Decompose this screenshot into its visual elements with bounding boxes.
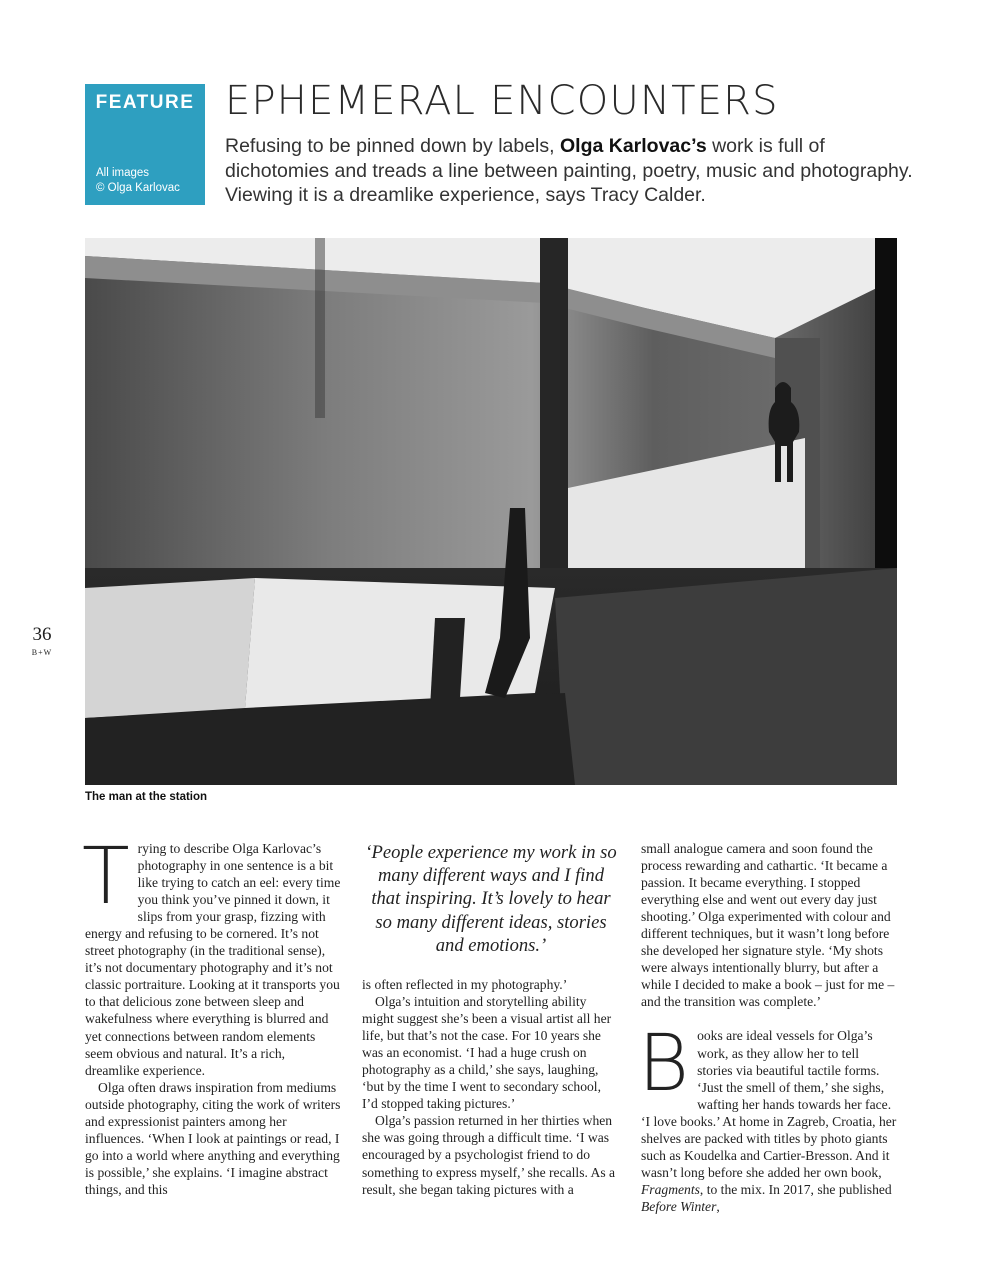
body-column-2: [362, 976, 618, 1198]
col3-paragraph-2-part-b: , to the mix. In 2017, she published: [699, 1181, 892, 1197]
photo-floor-light-left: [85, 578, 255, 718]
article-headline: EPHEMERAL ENCOUNTERS: [225, 78, 779, 124]
body-column-3: [638, 840, 897, 1215]
photo-caption: The man at the station: [85, 791, 208, 803]
col3-paragraph-2: [638, 1019, 897, 1215]
col1-paragraph-1: rying to describe Olga Karlovac’s photography in one sentence is a bit like trying to catch an eel: every time you think you’ve pinned it down, it slips from your grasp, fizzing with energy and refusing to be cornered. It’s not street photography (in the traditional sense), it’s not documentary photography and it’s not classic portraiture. Looking at it transports you to that delicious zone between sleep and wakefulness where everything is blurred and yet connections between random elements seem obvious and natural. It’s a rich, dreamlike experience.: [85, 841, 341, 1078]
photo-man-at-the-station: [85, 238, 897, 785]
pull-quote: ‘People experience my work in so many different ways and I find that inspiring. It’s lovely to hear so many different ideas, stories and emotions.’: [365, 842, 617, 956]
standfirst: [225, 134, 915, 208]
col3-paragraph-2-part-c: ,: [716, 1198, 720, 1214]
col1-paragraph-2: Olga often draws inspiration from mediums outside photography, citing the work of writers and expressionist painters among her influences. ‘When I look at paintings or read, I go into a world where anything and everything is possible,’ she explains. ‘I imagine abstract things, and this: [85, 1079, 341, 1197]
image-credit-line-1: All images: [96, 167, 150, 179]
dropcap-b: B: [638, 1019, 690, 1110]
feature-box: [85, 84, 205, 205]
book-title-before-winter: Before Winter: [641, 1198, 717, 1214]
feature-label: FEATURE: [95, 92, 195, 113]
photo-shadow-leg-2: [430, 618, 465, 708]
page-folio: [22, 625, 62, 657]
standfirst-text-before: Refusing to be pinned down by labels,: [225, 135, 560, 157]
col3-paragraph-2-part-a: ooks are ideal vessels for Olga’s work, as they allow her to tell stories via beautiful tactile forms. ‘Just the smell of them,’ she sighs, wafting her hands towards her face. ‘I love books.’ At home in Zagreb, Croatia, her shelves are packed with titles by photo giants such as Koudelka and Cartier-Bresson. And it wasn’t long before she added her own book,: [641, 1028, 897, 1180]
photo-floor-ledge: [555, 568, 897, 785]
magazine-mark: B+W: [31, 648, 53, 657]
body-column-1: [82, 832, 341, 1198]
standfirst-text-after: work is full of dichotomies and treads a line between painting, poetry, music and photography. Viewing it is a dreamlike experience, says Tracy Calder.: [225, 135, 913, 206]
col2-paragraph-1: is often reflected in my photography.’: [362, 977, 568, 992]
standfirst-subject-name: Olga Karlovac’s: [559, 135, 707, 157]
col2-paragraph-3: Olga’s passion returned in her thirties when she was going through a difficult time. ‘I was encouraged by a psychologist friend to do something to express myself,’ she recalls. As a result, she began taking pictures with a: [362, 1113, 616, 1197]
col2-paragraph-2: Olga’s intuition and storytelling ability might suggest she’s been a visual artist all her life, but that’s not the case. For 10 years she was an economist. ‘I had a huge crush on photography as a child,’ she says, laughing, ‘but by the time I went to secondary school, I’d stopped taking pictures.’: [362, 994, 612, 1112]
image-credit: [96, 166, 180, 196]
page-number: 36: [32, 624, 52, 645]
photo-wall-streak: [315, 238, 325, 418]
book-title-fragments: Fragments: [641, 1181, 700, 1197]
image-credit-line-2: © Olga Karlovac: [96, 182, 180, 194]
col3-paragraph-1: small analogue camera and soon found the process rewarding and cathartic. ‘It became a passion. It became everything. I stopped everything else and went out every day just shooting.’ Olga experimented with colour and different techniques, but it wasn’t long before she developed her signature style. ‘My shots were always intentionally blurry, but after a while I decided to make a book – just for me – and the transition was complete.’: [641, 841, 895, 1010]
dropcap-t: T: [82, 832, 130, 922]
